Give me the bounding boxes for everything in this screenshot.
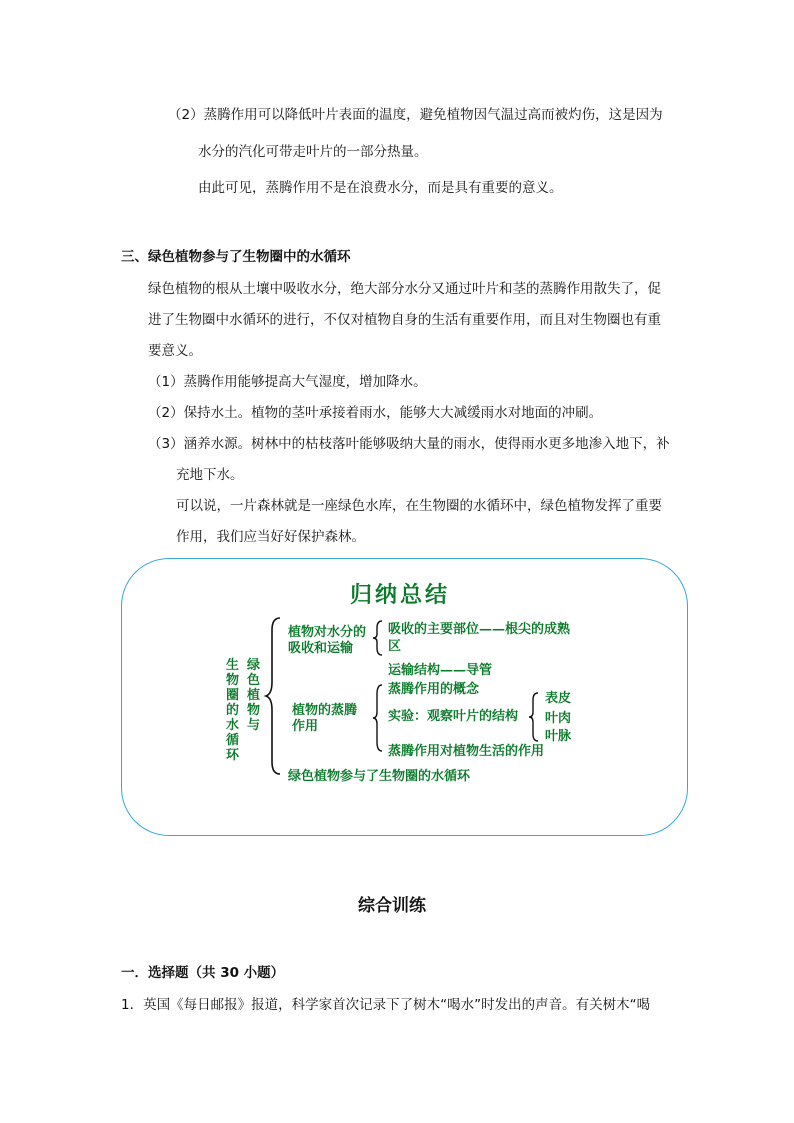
section3-item2: （2）保持水土。植物的茎叶承接着雨水，能够大大减缓雨水对地面的冲刷。 <box>148 405 603 421</box>
section3-closing-line2: 作用，我们应当好好保护森林。 <box>176 529 365 545</box>
section3-para-line3: 要意义。 <box>148 343 202 359</box>
summary-root-col2: 绿色植物与 <box>247 658 261 733</box>
section3-item3-line2: 充地下水。 <box>176 467 244 483</box>
branch3: 绿色植物参与了生物圈的水循环 <box>288 769 471 784</box>
branch2-sub3: 蒸腾作用对植物生活的作用 <box>388 744 545 759</box>
branch1-line2: 吸收和运输 <box>288 641 354 656</box>
section3-para-line1: 绿色植物的根从土壤中吸收水分，绝大部分水分又通过叶片和茎的蒸腾作用散失了，促 <box>148 281 661 297</box>
branch2-line2: 作用 <box>292 719 319 734</box>
section3-closing-line1: 可以说，一片森林就是一座绿色水库，在生物圈的水循环中，绿色植物发挥了重要 <box>176 498 662 514</box>
leaf-mesophyll: 叶肉 <box>545 711 572 726</box>
branch1-sub1-line1: 吸收的主要部位——根尖的成熟 <box>388 622 571 637</box>
branch2-line1: 植物的蒸腾 <box>292 703 358 718</box>
training-heading: 综合训练 <box>358 896 426 916</box>
choice-section-title: 一．选择题（共 30 小题） <box>121 965 285 981</box>
summary-root-col1: 生物圈的水循环 <box>226 658 240 763</box>
question-1-start: 1．英国《每日邮报》报道，科学家首次记录下了树木“喝水”时发出的声音。有关树木“喝 <box>121 997 651 1013</box>
branch1-sub2: 运输结构——导管 <box>388 663 493 678</box>
branch1-brace <box>372 620 386 656</box>
branch1-line1: 植物对水分的 <box>288 625 367 640</box>
para-item2-line1: （2）蒸腾作用可以降低叶片表面的温度，避免植物因气温过高而被灼伤，这是因为 <box>168 107 663 123</box>
branch2-sub1: 蒸腾作用的概念 <box>388 682 480 697</box>
section3-para-line2: 进了生物圈中水循环的进行，不仅对植物自身的生活有重要作用，而且对生物圈也有重 <box>148 312 661 328</box>
section3-item3-line1: （3）涵养水源。树林中的枯枝落叶能够吸纳大量的雨水，使得雨水更多地渗入地下，补 <box>148 436 670 452</box>
section3-item1: （1）蒸腾作用能够提高大气湿度，增加降水。 <box>148 374 427 390</box>
para-item2-line2: 水分的汽化可带走叶片的一部分热量。 <box>198 144 428 160</box>
branch2-brace <box>372 684 386 752</box>
branch2-sub2: 实验：观察叶片的结构 <box>388 709 519 724</box>
leaf-vein: 叶脉 <box>545 729 572 744</box>
experiment-brace <box>528 692 542 742</box>
para-conclusion: 由此可见，蒸腾作用不是在浪费水分，而是具有重要的意义。 <box>198 180 563 196</box>
section3-heading: 三、绿色植物参与了生物圈中的水循环 <box>121 249 351 265</box>
main-brace <box>266 616 286 776</box>
leaf-epidermis: 表皮 <box>545 691 572 706</box>
summary-title: 归纳总结 <box>350 582 451 608</box>
branch1-sub1-line2: 区 <box>388 639 402 654</box>
